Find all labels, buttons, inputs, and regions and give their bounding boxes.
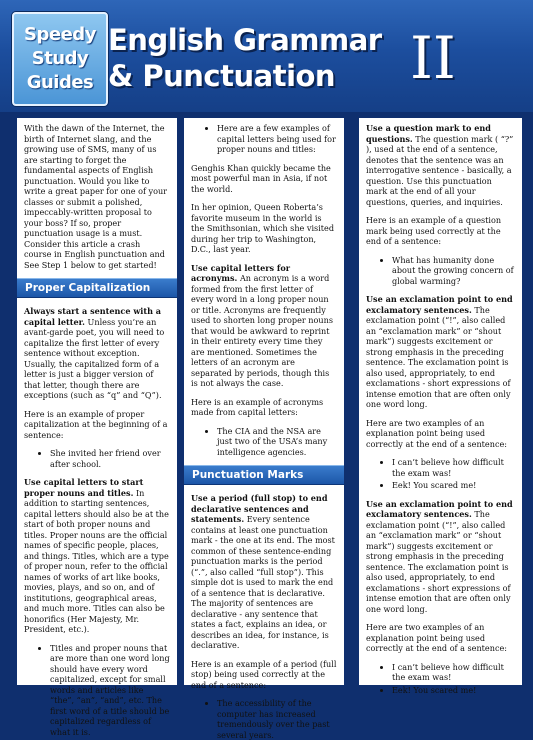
list-item: • The accessibility of the computer has increased tremendously over the past several years. [217,698,337,740]
paragraph-body: The exclamation point (“!”, also called an “exclamation mark” or “shout mark”) suggests excitement or strong emphasis in the preceding sentence. The exclamation point is also used, appropriately, to end exclamations - short expressions of intense emotion that are often only one word long. [366,509,511,614]
page-header [0,0,533,112]
paragraph [191,493,337,651]
column-2 [184,118,344,740]
paragraph-lead: Use capital letters for acronyms. [191,262,290,283]
paragraph-body: The exclamation point (“!”, also called an “exclamation mark” or “shout mark”) suggests excitement or strong emphasis in the preceding sentence. The exclamation point is also used, appropriately, to end exclamations - short expressions of intense emotion that are often only one word long. [366,304,511,409]
column-1 [17,118,177,737]
example-list [191,426,337,458]
paragraph: Here are two examples of an explanation point being used correctly at the end of a sentence: [366,622,507,653]
example-list [366,662,515,696]
paragraph-lead: Use a period (full stop) to end declarative sentences and statements. [191,493,328,524]
logo-line-3: Guides [26,72,94,93]
paragraph: Here is an example of a period (full stop) being used correctly at the end of a sentence: [191,658,337,690]
paragraph: Here is an example of acronyms made from capital letters: [191,396,324,417]
speedy-study-guides-logo [12,12,108,106]
paragraph [366,499,515,615]
list-item: • I can’t believe how difficult the exam was! [392,457,515,478]
list-item: • She invited her friend over after school. [50,448,170,469]
column-3 [359,118,522,695]
example-list [191,123,337,155]
section-heading-punctuation-marks: Punctuation Marks [184,465,344,485]
paragraph-body: Unless you’re an avant-garde poet, you will need to capitalize the first letter of every sentence without exception. Usually, the capitalized form of a letter is just a bigger version of that letter, though there are exceptions (such as “q” and “Q”). [24,316,165,400]
list-item: • Here are a few examples of capital letters being used for proper nouns and titles: [217,123,337,155]
page-title [108,22,528,106]
example-list [24,643,170,738]
example-list [366,457,515,491]
paragraph [366,123,515,207]
list-item: • What has humanity done about the growing concern of global warming? [392,255,515,287]
paragraph-body: Every sentence contains at least one punctuation mark - the one at its end. The most common of these sentence-ending punctuation marks is the period (“.”, also called “full stop”). This simple dot is used to mark the end of a sentence that is declarative. The majority of sentences are declarative - any sentence that states a fact, explains an idea, or describes an idea, for instance, is declarative. [191,514,335,650]
paragraph: Genghis Khan quickly became the most powerful man in Asia, if not the world. [191,162,331,194]
example-list [24,448,170,469]
paragraph-body: The question mark ( “?” ), used at the end of a sentence, denotes that the sentence was an interrogative sentence - basically, a question. Use this punctuation mark at the end of all your questions, queries, and inquiries. [366,133,514,207]
paragraph: Here are two examples of an explanation point being used correctly at the end of a sentence: [366,417,507,449]
paragraph [24,306,170,401]
section-heading-proper-capitalization: Proper Capitalization [17,278,177,298]
paragraph-lead: Use an exclamation point to end exclamatory sentences. [366,498,513,519]
title-line-1: English Grammar [108,23,382,57]
paragraph-body: An acronym is a word formed from the first letter of every word in a long proper noun or title. Acronyms are frequently used to shorten long proper nouns that would be awkward to reprint in their entirety every time they are mentioned. Sometimes the letters of an acronym are separated by periods, though this is not always the case. [191,273,333,388]
paragraph-lead: Use capital letters to start proper nouns and titles. [24,477,144,498]
example-list [191,698,337,740]
list-item: • Titles and proper nouns that are more than one word long should have every word capitalized, except for small words and articles like “the”, “an”, “and”, etc. The first word of a title should be capitalized regardless of what it is. [50,643,170,738]
paragraph [24,477,170,635]
logo-line-2: Study [31,48,89,69]
paragraph: In her opinion, Queen Roberta’s favorite museum in the world is the Smithsonian, which she visited during her trip to Washington, D.C., last year. [191,202,335,254]
paragraph-lead: Use a question mark to end questions. [366,123,491,144]
title-numeral: II [410,24,456,92]
example-list [366,255,515,287]
paragraph: Here is an example of proper capitalization at the beginning of a sentence: [24,408,168,440]
paragraph-body: In addition to starting sentences, capital letters should also be at the start of both proper nouns and titles. Proper nouns are the official names of specific people, places, and things. Titles, which are a type of proper noun, refer to the official names of works of art like books, movies, plays, and so on, and of institutions, geographical areas, and much more. Titles can also be honorifics (Her Majesty, Mr. President, etc.). [24,487,169,634]
intro-paragraph: With the dawn of the Internet, the birth of Internet slang, and the growing use of SMS, many of us are starting to forget the fundamental aspects of English punctuation. Would you like to write a great paper for one of your classes or submit a polished, impeccably-written proposal to your boss? If so, proper punctuation usage is a must. Consider this article a crash course in English punctuation and See Step 1 below to get started! [24,123,168,270]
paragraph-lead: Use an exclamation point to end exclamatory sentences. [366,294,513,315]
paragraph [191,263,337,389]
list-item: • Eek! You scared me! [392,480,515,491]
list-item: • I can’t believe how difficult the exam was! [392,662,515,683]
list-item: • Eek! You scared me! [392,685,515,696]
paragraph [366,294,515,410]
list-item: • The CIA and the NSA are just two of the USA’s many intelligence agencies. [217,426,337,458]
paragraph: Here is an example of a question mark being used correctly at the end of a sentence: [366,215,502,246]
title-line-2: & Punctuation [108,59,336,93]
paragraph-lead: Always start a sentence with a capital letter. [24,306,162,327]
logo-line-1: Speedy [24,24,96,45]
